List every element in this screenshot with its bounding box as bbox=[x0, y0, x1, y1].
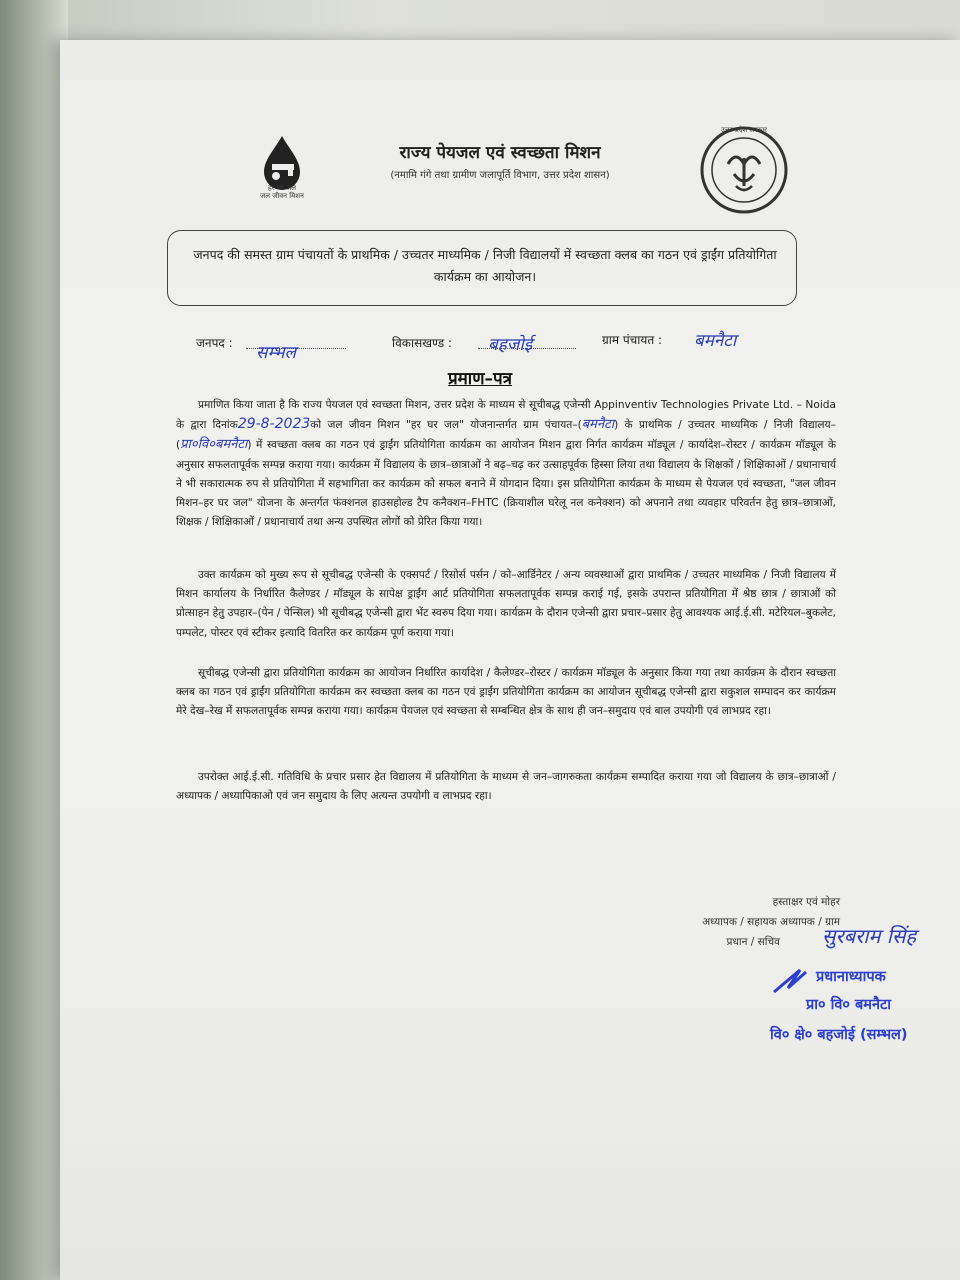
emblem-caption: उत्तर प्रदेश सरकार bbox=[720, 126, 768, 134]
handwritten-signature: सुरबराम सिंह bbox=[822, 924, 917, 948]
subject-text: जनपद की समस्त ग्राम पंचायतों के प्राथमिक / उच्चतर माध्यमिक / निजी विद्यालयों में स्वच्छता क्लब का गठन एवं ड्राईंग प्रतियोगिता कार्यक्रम का आयोजन। bbox=[193, 247, 777, 284]
paragraph-1 bbox=[176, 396, 836, 532]
ink-scribble-icon bbox=[770, 962, 810, 998]
para1-text-d: ) में स्वच्छता क्लब का गठन एवं ड्राईंग प्रतियोगिता कार्यक्रम का आयोजन मिशन द्वारा निर्गत कार्यक्रम मॉड्यूल / कार्यादेश–रोस्टर / कार्यक्रम मॉड्यूल के अनुसार सफलतापूर्वक सम्पन्न कराया गया। कार्यक्रम में विद्यालय के छात्र–छात्राओं ने बढ़–चढ़ कर उत्साहपूर्वक हिस्सा लिया तथा विद्यालय के शिक्षकों / शिक्षिकाओं / प्रधानाचार्य ने भी सकारात्मक रुप से प्रतियोगिता में सहभागिता कर कार्यक्रम को सफल बनाने में योगदान दिया। इस प्रतियोगिता कार्यक्रम के माध्यम से पेयजल एवं स्वच्छता, "जल जीवन मिशन–हर घर जल" योजना के अन्तर्गत फंक्शनल हाउसहोल्ड टैप कनैक्शन–FHTC (क्रियाशील घरेलू नल कनेक्शन) को अपनाने तथा व्यवहार परिवर्तन हेतु छात्र–छात्राओं, शिक्षक / शिक्षिकाओं / प्रधानाचार्य तथा अन्य उपस्थित लोगों को प्रेरित किया गया। bbox=[176, 439, 836, 529]
paragraph-3: सूचीबद्ध एजेन्सी द्वारा प्रतियोगिता कार्यक्रम का आयोजन निर्धारित कार्यादेश / कैलेण्डर–रोस्टर / कार्यक्रम मॉड्यूल के अनुसार किया गया तथा कार्यक्रम के दौरान स्वच्छता क्लब का गठन एवं ड्राईंग प्रतियोगिता कार्यक्रम कर स्वच्छता क्लब का गठन एवं ड्राईंग प्रतियोगिता कार्यक्रम का आयोजन सूचीबद्ध एजेन्सी द्वारा सकुशल सम्पादन कर कार्यक्रम मेरे देख–रेख में सफलतापूर्वक सम्पन्न कराया गया। कार्यक्रम पेयजल एवं स्वच्छता से सम्बन्धित क्षेत्र के साथ ही जन–समुदाय एवं बाल उपयोगी एवं लाभप्रद रहा। bbox=[176, 667, 836, 718]
stamp-line-3: वि० क्षे० बहजोई (सम्भल) bbox=[770, 1027, 908, 1043]
up-government-emblem bbox=[698, 124, 790, 216]
block-label: विकासखण्ड : bbox=[392, 336, 453, 350]
district-label: जनपद : bbox=[196, 336, 233, 350]
signature-line-1: हस्ताक्षर एवं मोहर bbox=[772, 896, 840, 908]
certificate-title: प्रमाण–पत्र bbox=[447, 369, 513, 389]
district-value: सम्भल bbox=[256, 343, 297, 363]
panchayat-value: बमनैटा bbox=[694, 331, 737, 351]
panchayat-label: ग्राम पंचायत : bbox=[602, 333, 663, 347]
signature-line-2: अध्यापक / सहायक अध्यापक / ग्राम bbox=[702, 916, 840, 928]
stamp-line-2: प्रा० वि० बमनैटा bbox=[806, 997, 892, 1013]
para1-text-c: ) के प्राथमिक / उच्चतर माध्यमिक / निजी विद्यालय–( bbox=[176, 419, 836, 452]
header-subtitle: (नमामि गंगे तथा ग्रामीण जलापूर्ति विभाग, उत्तर प्रदेश शासन) bbox=[390, 170, 610, 181]
para1-text-b: को जल जीवन मिशन "हर घर जल" योजनान्तर्गत ग्राम पंचायत–( bbox=[310, 419, 582, 432]
handwritten-date: 29-8-2023 bbox=[237, 416, 311, 433]
header-title: राज्य पेयजल एवं स्वच्छता मिशन bbox=[399, 143, 601, 163]
handwritten-school: प्रा०वि०बमनैटा bbox=[180, 437, 248, 453]
signature-line-3: प्रधान / सचिव bbox=[726, 936, 780, 948]
logo-subcaption: जल जीवन मिशन bbox=[260, 192, 304, 200]
para1-text-a: प्रमाणित किया जाता है कि राज्य पेयजल एवं स्वच्छता मिशन, उत्तर प्रदेश के माध्यम से सूचीबद्ध एजेन्सी Appinventiv Technologies Private Ltd. – Noida के द्वारा दिनांक bbox=[176, 399, 836, 432]
block-value: बहजोई bbox=[488, 335, 533, 355]
har-ghar-jal-logo bbox=[252, 134, 312, 208]
logo-caption: हर घर जल bbox=[268, 184, 296, 192]
handwritten-panchayat: बमनैटा bbox=[581, 417, 615, 433]
state-emblem-icon bbox=[698, 124, 790, 216]
certificate-paper bbox=[60, 40, 960, 1280]
paragraph-4: उपरोक्त आई.ई.सी. गतिविधि के प्रचार प्रसार हेत विद्यालय में प्रतियोगिता के माध्यम से जन–जागरुकता कार्यक्रम सम्पादित कराया गया जो विद्यालय के छात्र–छात्राओं / अध्यापक / अध्यापिकाओ एवं जन समुदाय के लिए अत्यन्त उपयोगी व लाभप्रद रहा। bbox=[176, 771, 836, 803]
paragraph-2: उक्त कार्यक्रम को मुख्य रूप से सूचीबद्ध एजेन्सी के एक्सपर्ट / रिसोर्स पर्सन / को–आर्डिनेटर / अन्य व्यवस्थाओं द्वारा प्राथमिक / उच्चतर माध्यमिक / निजी विद्यालय में मिशन कार्यालय के निर्धारित कैलेण्डर / मॉड्यूल के सापेक्ष ड्राईंग आर्ट प्रतियोगिता सफलतापूर्वक सम्पन्न कराई गई, इसके उपरान्त प्रतियोगिता में श्रेष्ठ छात्र / छात्राओं को प्रोत्साहन हेतु उपहार–(पेन / पेन्सिल) भी सूचीबद्ध एजेन्सी द्वारा भेंट स्वरुप दिया गया। कार्यक्रम के दौरान एजेन्सी द्वारा प्रचार–प्रसार हेतु आवश्यक आई.ई.सी. मटेरियल–बुकलेट, पम्पलेट, पोस्टर एवं स्टीकर इत्यादि वितरित कर कार्यक्रम पूर्ण कराया गया। bbox=[176, 569, 836, 639]
stamp-line-1: प्रधानाध्यापक bbox=[816, 969, 886, 985]
signature-block bbox=[640, 892, 840, 952]
page-edge-shadow bbox=[0, 0, 68, 1280]
